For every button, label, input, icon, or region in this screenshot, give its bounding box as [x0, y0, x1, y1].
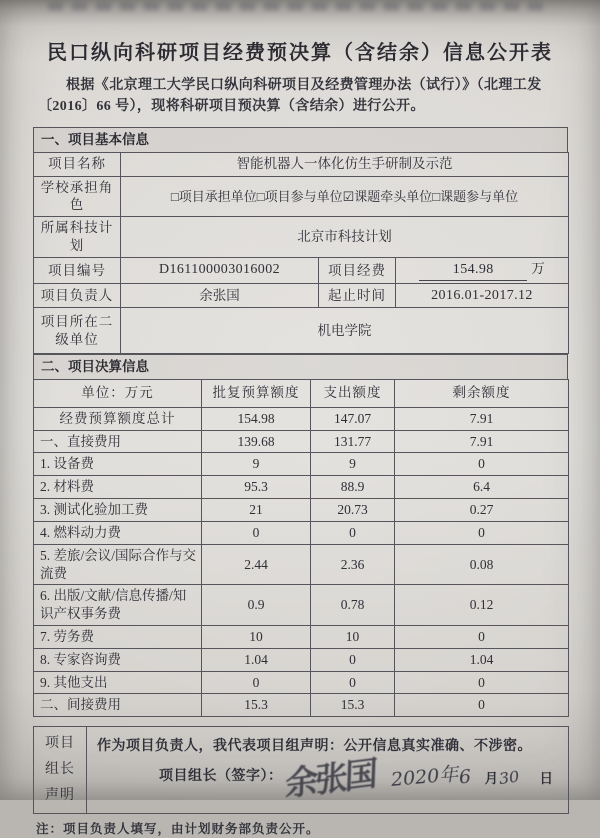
page-title: 民口纵向科研项目经费预决算（含结余）信息公开表: [47, 42, 553, 64]
table-row: [34, 152, 569, 176]
remaining-cell: 0: [395, 521, 569, 544]
table-row: [34, 257, 569, 283]
column-header-spent: 支出额度: [311, 379, 395, 407]
spent-cell: 131.77: [311, 430, 395, 453]
side-label-line: 组长: [45, 762, 75, 778]
declaration-statement: 作为项目负责人，我代表项目组声明：公开信息真实准确、不涉密。: [97, 739, 532, 755]
row-label-cell: 4. 燃料动力费: [34, 521, 202, 544]
remaining-cell: 0.27: [395, 499, 569, 522]
approved-cell: 154.98: [202, 407, 311, 430]
plan-value: 北京市科技计划: [121, 217, 569, 258]
role-label: 学校承担角色: [34, 176, 121, 217]
row-label-cell: 经费预算额度总计: [34, 407, 202, 430]
approved-cell: 21: [202, 499, 311, 522]
remaining-cell: 7.91: [395, 430, 569, 453]
remaining-cell: 0.12: [395, 585, 569, 626]
column-header-remaining: 剩余额度: [395, 379, 569, 407]
signature-field-label: 项目组长（签字）：: [159, 769, 283, 785]
funds-amount-underlined: 154.98: [419, 261, 527, 281]
month-unit-label: 月: [484, 770, 500, 786]
approved-cell: 139.68: [202, 430, 311, 453]
remaining-cell: 0: [395, 625, 569, 648]
role-option-checkbox: □项目参与单位: [256, 188, 343, 204]
spent-cell: 2.36: [311, 544, 395, 585]
spent-cell: 0: [311, 671, 395, 694]
row-label-cell: 1. 设备费: [34, 453, 202, 476]
table-row: [34, 499, 569, 522]
leader-label: 项目负责人: [34, 284, 121, 308]
table-row: [34, 648, 569, 671]
funds-unit: 万: [531, 260, 545, 276]
row-label-cell: 2. 材料费: [34, 476, 202, 499]
budget-table: [33, 379, 569, 717]
project-number-value: D161100003016002: [121, 257, 319, 283]
day-unit-label: 日: [539, 770, 554, 786]
funds-value-cell: [396, 257, 569, 283]
role-option-checkbox: □课题参与单位: [432, 188, 519, 204]
spent-cell: 15.3: [311, 694, 395, 717]
project-name-value: 智能机器人一体化仿生手研制及示范: [121, 152, 569, 176]
intro-paragraph: 根据《北京理工大学民口纵向科研项目及经费管理办法（试行）》（北理工发〔2016〕66 号），现将科研项目预决算（含结余）进行公开。: [38, 78, 542, 114]
declaration-body-cell: [87, 727, 569, 814]
remaining-cell: 7.91: [395, 407, 569, 430]
spent-cell: 0: [311, 521, 395, 544]
section1-header: 一、项目基本信息: [33, 127, 568, 153]
row-label-cell: 7. 劳务费: [34, 625, 202, 648]
remaining-cell: 1.04: [395, 648, 569, 671]
basic-info-table: [33, 152, 569, 355]
table-row: [34, 671, 569, 694]
secondary-unit-value: 机电学院: [121, 308, 569, 354]
remaining-cell: 0: [395, 671, 569, 694]
budget-header-row: [34, 379, 569, 407]
spent-cell: 9: [311, 453, 395, 476]
spent-cell: 10: [311, 625, 395, 648]
table-row: [34, 284, 569, 308]
approved-cell: 2.44: [202, 544, 311, 585]
side-label-line: 项目: [45, 736, 75, 752]
approved-cell: 0: [202, 671, 311, 694]
role-option-checkbox-checked: ☑课题牵头单位: [342, 188, 433, 204]
secondary-unit-label: 项目所在二级单位: [34, 308, 121, 354]
column-header-approved: 批复预算额度: [202, 379, 311, 407]
spent-cell: 0.78: [311, 585, 395, 626]
table-row: [34, 694, 569, 717]
project-number-label: 项目编号: [34, 257, 121, 283]
table-row: [34, 585, 569, 626]
table-row: [34, 308, 569, 354]
table-row: [34, 217, 569, 258]
row-label-cell: 一、直接费用: [34, 430, 202, 453]
declaration-side-label: [34, 727, 87, 814]
handwritten-day: 30: [497, 766, 521, 788]
approved-cell: 0.9: [202, 585, 311, 626]
spent-cell: 20.73: [311, 499, 395, 522]
approved-cell: 9: [202, 453, 311, 476]
funds-label: 项目经费: [319, 257, 396, 283]
approved-cell: 95.3: [202, 476, 311, 499]
table-row: [34, 430, 569, 453]
row-label-cell: 9. 其他支出: [34, 671, 202, 694]
row-label-cell: 8. 专家咨询费: [34, 648, 202, 671]
role-options-cell: [121, 176, 569, 217]
declaration-table: [33, 726, 569, 814]
spent-cell: 147.07: [311, 407, 395, 430]
handwritten-month: 6: [457, 765, 472, 789]
table-row: [34, 544, 569, 585]
approved-cell: 15.3: [202, 694, 311, 717]
section2-header: 二、项目决算信息: [33, 354, 568, 380]
remaining-cell: 0: [395, 453, 569, 476]
remaining-cell: 6.4: [395, 476, 569, 499]
table-row: [34, 521, 569, 544]
project-name-label: 项目名称: [34, 152, 121, 176]
spent-cell: 0: [311, 648, 395, 671]
signature-row: [97, 755, 560, 804]
table-row: [34, 453, 569, 476]
approved-cell: 10: [202, 625, 311, 648]
role-option-checkbox: □项目承担单位: [170, 188, 257, 204]
period-value: 2016.01-2017.12: [396, 284, 569, 308]
table-row: [34, 476, 569, 499]
signature-handwriting: 余张国: [284, 755, 375, 804]
column-header-unit: 单位：万元: [34, 379, 202, 407]
plan-label: 所属科技计划: [34, 217, 121, 258]
handwritten-year: 2020年: [390, 762, 460, 791]
period-label: 起止时间: [319, 284, 396, 308]
row-label-cell: 3. 测试化验加工费: [34, 499, 202, 522]
footnote: 注：项目负责人填写，由计划财务部负责公开。: [36, 821, 320, 836]
leader-value: 余张国: [121, 284, 319, 308]
remaining-cell: 0: [395, 694, 569, 717]
approved-cell: 0: [202, 521, 311, 544]
table-row: [34, 727, 569, 814]
side-label-line: 声明: [45, 788, 75, 803]
table-row: [34, 407, 569, 430]
table-row: [34, 176, 569, 217]
approved-cell: 1.04: [202, 648, 311, 671]
remaining-cell: 0.08: [395, 544, 569, 585]
spent-cell: 88.9: [311, 476, 395, 499]
row-label-cell: 二、间接费用: [34, 694, 202, 717]
form-tables: [33, 127, 568, 814]
table-row: [34, 625, 569, 648]
date-fields: [390, 762, 560, 791]
row-label-cell: 6. 出版/文献/信息传播/知识产权事务费: [34, 585, 202, 626]
row-label-cell: 5. 差旅/会议/国际合作与交流费: [34, 544, 202, 585]
